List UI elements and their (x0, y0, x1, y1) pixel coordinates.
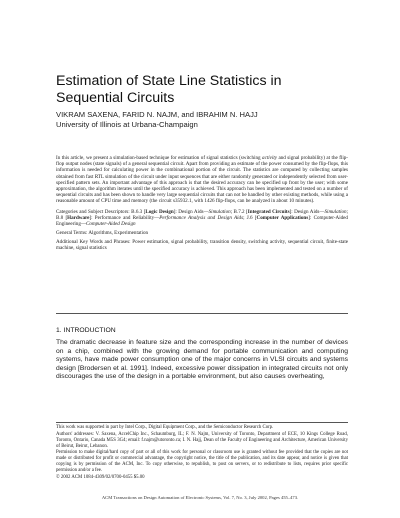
abstract: In this article, we present a simulation-based technique for estimation of signal statistics (switching activity and signal probability) at the flip-flop output nodes (state signals) of a general sequential circuit. Apart from providing an estimate of the power consumed by the flip-flops, this information is needed for calculating power in the combinational portion of the circuit. The statistics are computed by collecting samples obtained from fast RTL simulation of the circuit under input sequences that are either randomly generated or independently selected from user-specified pattern sets. An important advantage of this approach is that the desired accuracy can be specified up front by the user; with some approximation, the algorithm iterates until the specified accuracy is achieved. This approach has been implemented and tested on a number of sequential circuits and has been shown to handle very large sequential circuits that can not be handled by other existing methods, while using a reasonable amount of CPU time and memory (the circuit s35932.1, with 1426 flip-flops, can be analyzed in about 10 minutes). (56, 155, 348, 205)
permission-notice: Permission to make digital/hard copy of part or all of this work for personal or classroom use is granted without fee provided that the copies are not made or distributed for profit or commercial advantage, the copyright notice, the title of the publication, and its date appear, and notice is given that copying is by permission of the ACM, Inc. To copy otherwise, to republish, to post on servers, or to redistribute to lists, requires prior specific permission and/or a fee. (56, 450, 348, 474)
section-divider (56, 313, 348, 314)
author-affiliation: University of Illinois at Urbana-Champaign (56, 119, 198, 129)
author-addresses: Authors' addresses: V. Saxena, AccelChip Inc., Schaumburg, IL; F. N. Najm, University of Toronto, Department of ECE, 10 Kings College Road, Toronto, Ontario, Canada M5S 3G4; email: f.najm@utoronto.ca; I. N. Hajj, Dean of the Faculty of Engineering and Architecture, American University of Beirut, Beirut, Lebanon. (56, 431, 348, 449)
footnotes (56, 425, 348, 481)
journal-footer: ACM Transactions on Design Automation of Electronic Systems, Vol. 7, No. 3, July 2002, Pages 455–473. (101, 495, 299, 500)
introduction-paragraph: The dramatic decrease in feature size and the corresponding increase in the number of devices on a chip, combined with the growing demand for portable communication and computing systems, have made power consumption one of the major concerns in VLSI circuits and systems design [Brodersen et al. 1991]. Indeed, excessive power dissipation in integrated circuits not only discourages the use of the design in a portable environment, but also causes overheating, (56, 339, 348, 381)
copyright-line: © 2002 ACM 1084-4309/02/0700-0455 $5.00 (56, 474, 145, 480)
paper-title (56, 73, 356, 107)
footnote-divider (56, 422, 348, 423)
general-terms: General Terms: Algorithms, Experimentation (56, 229, 149, 236)
front-matter (56, 155, 348, 254)
support-note: This work was supported in part by Intel Corp., Digital Equipment Corp., and the Semiconductor Research Corp. (56, 425, 274, 430)
title-line-1: Estimation of State Line Statistics in (56, 73, 282, 89)
author-block (56, 110, 356, 129)
keywords: Additional Key Words and Phrases: Power estimation, signal probability, transition density, switching activity, sequential circuit, finite-state machine, signal statistics (56, 238, 348, 251)
author-names: VIKRAM SAXENA, FARID N. NAJM, and IBRAHIM N. HAJJ (56, 110, 258, 119)
title-line-2: Sequential Circuits (56, 90, 175, 106)
categories-descriptors: Categories and Subject Descriptors: B.6.3 [Logic Design]: Design Aids—Simulation; B.7.2 [Integrated Circuits]: Design Aids—Simulation; B.8 [Hardware]: Performance and Reliability—Performance Analysis and Design Aids; J.6 [Computer Applications]: Computer-Aided Engineering—Computer-Aided Design (56, 208, 348, 228)
section-heading: 1. INTRODUCTION (56, 327, 116, 334)
